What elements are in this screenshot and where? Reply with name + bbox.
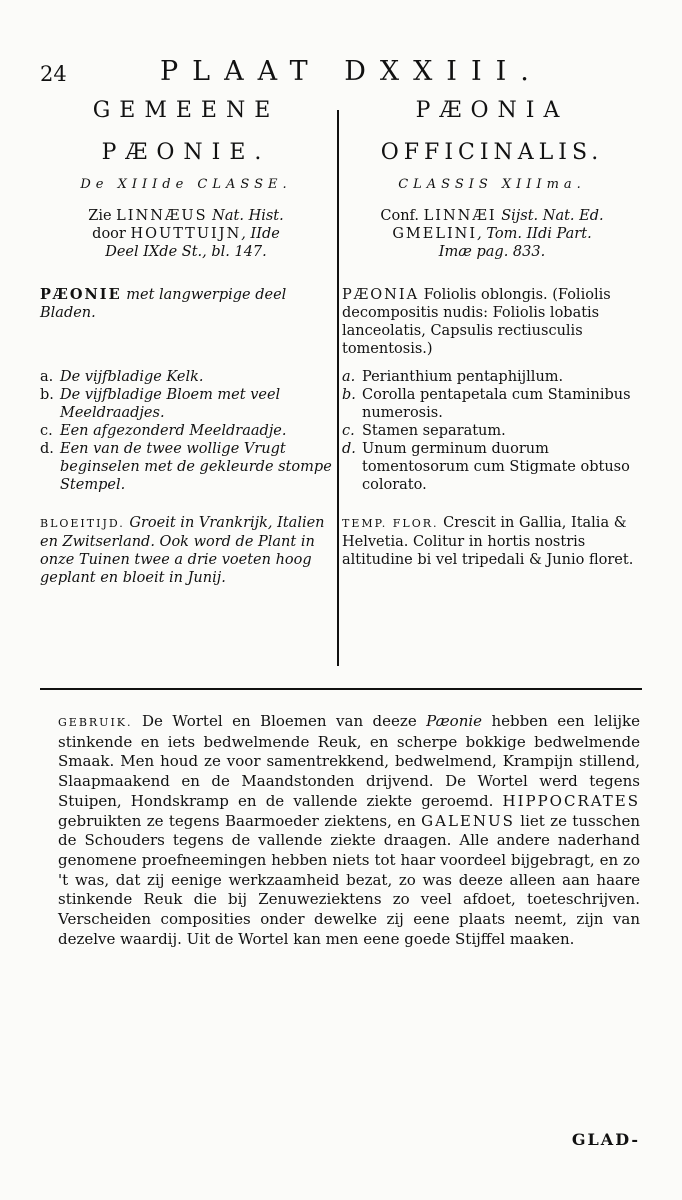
dutch-title-line1: GEMEENE [92,98,280,123]
part-text: Perianthium pentaphijllum. [362,369,564,385]
ref-prefix: Zie [88,208,117,224]
part-mark: c. [342,423,355,439]
dutch-column [40,98,332,587]
dutch-title-line2: PÆONIE. [101,140,271,165]
part-item [40,368,332,386]
flowering-label: BLOEITIJD. [40,517,125,530]
usage-name-hippocrates: HIPPOCRATES [502,791,640,810]
dutch-reference [40,207,332,261]
part-text: Stamen separatum. [362,423,506,439]
column-divider [337,110,339,666]
part-item [342,440,642,494]
latin-column [342,98,642,569]
latin-title-line2: OFFICINALIS. [380,140,604,165]
latin-description [342,286,642,358]
ref-work: Nat. Hist. [207,208,284,224]
flowering-text: Crescit in Gallia, Italia & Helvetia. Colitur in hortis nostris altitudine bi vel tripedali & Junio floret. [342,515,634,568]
latin-title-line1: PÆONIA [415,98,569,123]
usage-text-3: gebruikten ze tegens Baarmoeder ziektens, en [58,811,422,830]
usage-text-4: liet ze tusschen de Schouders tegens de vallende ziekte draagen. Alle andere naderhand genomene proefneemingen hebben niets tot haar voordeel bijgebragt, en zo 't was, dat zij eenige werkzaamheid bezat, zo was deeze alleen aan haare stinkende Reuk die bij Zenuweziektens zo veel afdoet, toeteschrijven. Verscheiden composities onder dewelke zij eene plaats neemt, zijn van dezelve waardij. Uit de Wortel kan men eene goede Stijffel maaken. [58,811,640,948]
ref-line3: Deel IXde St., bl. 147. [105,244,267,260]
flowering-label: TEMP. FLOR. [342,517,439,530]
usage-paragraph [58,712,640,949]
ref-work: Sijst. Nat. Ed. [496,208,604,224]
part-mark: d. [342,441,356,457]
description-text: met langwerpige deel Bladen. [40,287,287,321]
part-text: Unum germinum duorum tomentosorum cum Stigmate obtuso colorato. [362,441,630,493]
latin-class: CLASSIS XIIIma. [398,177,586,192]
part-mark: a. [40,369,54,385]
part-mark: b. [40,387,54,403]
dutch-parts-list [40,368,332,494]
usage-plant-name: Pæonie [426,712,483,730]
latin-flowering [342,514,642,569]
usage-label: GEBRUIK. [58,716,133,729]
ref-author: LINNÆI [423,208,497,224]
flowering-text: Groeit in Vrankrijk, Italien en Zwitserland. Ook word de Plant in onze Tuinen twee a drie voeten hoog geplant en bloeit in Junij. [40,515,325,586]
part-mark: a. [342,369,356,385]
ref-editor: GMELINI [392,226,478,242]
part-item [40,422,332,440]
usage-text-1: De Wortel en Bloemen van deeze [132,712,427,730]
part-mark: b. [342,387,356,403]
dutch-flowering [40,514,332,587]
ref-line2-suffix: , Tom. IIdi Part. [477,226,592,242]
part-text: Een afgezonderd Meeldraadje. [60,423,287,439]
description-text: Foliolis oblongis. (Foliolis decompositis nudis: Foliolis lobatis lanceolatis, Capsulis rectiusculis tomentosis.) [342,287,611,357]
part-item [40,440,332,494]
ref-line2-suffix: , IIde [241,226,280,242]
catchword: GLAD- [571,1130,640,1149]
page-number: 24 [40,62,67,86]
ref-line2-prefix: door [92,226,131,242]
part-mark: c. [40,423,53,439]
usage-text-2: hebben een lelijke stinkende en iets bedwelmende Reuk, en scherpe bokkige bedwelmende Smaak. Men houd ze voor samentrekkend, bedwelmend, Krampijn stillend, Slaapmaakend en de Maandstonden drijvend. De Wortel werd tegens Stuipen, Hondskramp en de vallende ziekte geroemd. [58,712,640,810]
dutch-class: De XIIIde CLASSE. [80,177,292,192]
ref-author: LINNÆUS [116,208,208,224]
ref-editor: HOUTTUIJN [130,226,242,242]
usage-name-galenus: GALENUS [421,811,515,830]
ref-line3: Imæ pag. 833. [438,244,546,260]
genus-name: PÆONIE [40,286,122,303]
plate-title: PLAAT DXXIII. [160,56,543,87]
genus-name: PÆONIA [342,287,420,303]
part-item [342,422,642,440]
part-item [40,386,332,422]
part-text: De vijfbladige Kelk. [60,369,204,385]
ref-prefix: Conf. [380,208,424,224]
section-rule [40,688,642,690]
latin-parts-list [342,368,642,494]
dutch-description [40,286,332,322]
part-item [342,386,642,422]
part-text: Corolla pentapetala cum Staminibus numerosis. [362,387,631,421]
part-text: De vijfbladige Bloem met veel Meeldraadjes. [60,387,281,421]
part-text: Een van de twee wollige Vrugt beginselen met de gekleurde stompe Stempel. [60,441,332,493]
part-item [342,368,642,386]
latin-reference [342,207,642,261]
part-mark: d. [40,441,54,457]
